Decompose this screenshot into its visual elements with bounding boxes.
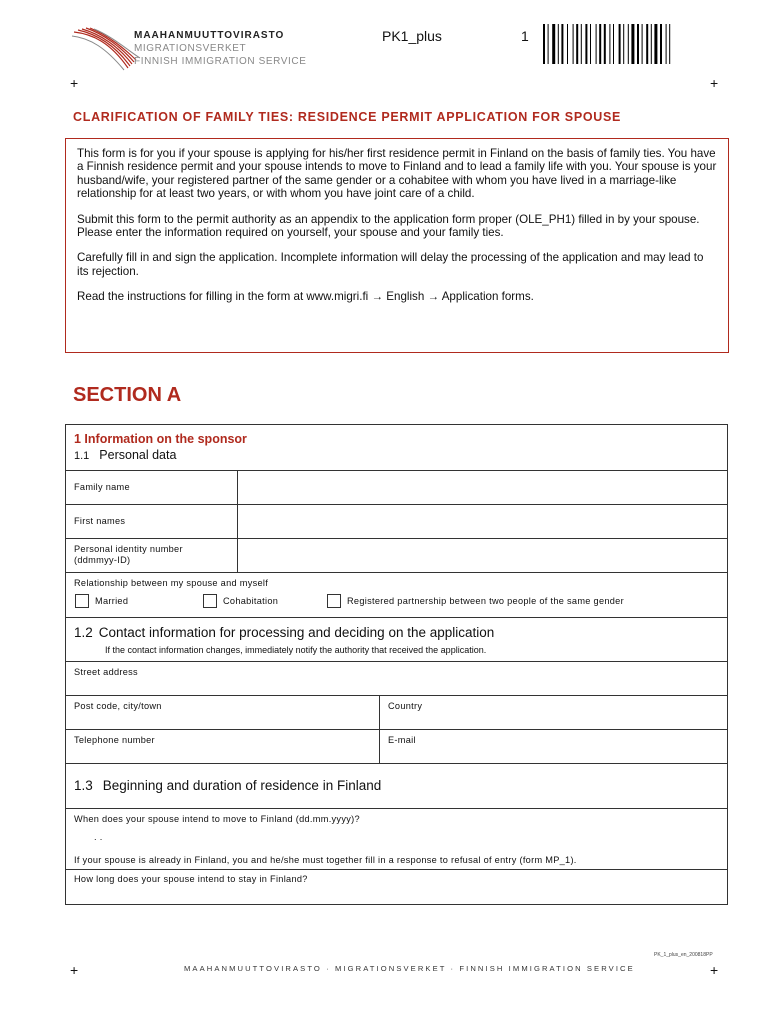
section-1-3-header: [66, 764, 727, 809]
agency-name-sv: MIGRATIONSVERKET: [134, 43, 247, 54]
agency-names: [134, 29, 307, 68]
intro-paragraph: Submit this form to the permit authority as an appendix to the application form proper (OLE_PH1) filled in by your spouse. Please enter the information required on yourself, your spouse and your family ties.: [77, 212, 700, 240]
registered-partnership-checkbox[interactable]: [327, 594, 624, 608]
email-field[interactable]: [380, 730, 727, 763]
registration-mark-top-right: +: [710, 75, 719, 91]
family-name-label: Family name: [74, 482, 130, 492]
section-number: 1.1: [74, 450, 90, 462]
agency-name-fi: MAAHANMUUTTOVIRASTO: [134, 30, 285, 41]
intro-box: [65, 138, 729, 353]
arrival-date-field[interactable]: . .: [94, 832, 103, 842]
arrival-date-question: When does your spouse intend to move to Finland (dd.mm.yyyy)?: [74, 814, 360, 824]
contact-change-note: If the contact information changes, immediately notify the authority that received the application.: [105, 645, 487, 655]
postcode-country-row: [66, 696, 727, 730]
postcode-label: Post code, city/town: [74, 701, 162, 711]
personal-id-row: [66, 539, 727, 573]
first-names-row: [66, 505, 727, 539]
family-name-row: [66, 471, 727, 505]
cohabitation-checkbox[interactable]: [203, 594, 278, 608]
form-version-code: PK_1_plus_en_200818PP: [654, 952, 713, 958]
registration-mark-bottom-right: +: [710, 962, 719, 978]
section-number: 1.2: [74, 625, 93, 640]
phone-email-row: [66, 730, 727, 764]
section-number: 1.3: [74, 778, 93, 793]
section-title: Beginning and duration of residence in Finland: [102, 778, 382, 793]
section-1-title: 1 Information on the sponsor: [74, 432, 247, 446]
section-1-2-header: [66, 618, 727, 662]
stay-duration-row[interactable]: [66, 870, 727, 904]
checkbox-box[interactable]: [327, 594, 341, 608]
country-label: Country: [388, 701, 423, 711]
document-title: CLARIFICATION OF FAMILY TIES: RESIDENCE PERMIT APPLICATION FOR SPOUSE: [73, 110, 622, 124]
checkbox-box[interactable]: [75, 594, 89, 608]
barcode-icon: [543, 24, 703, 64]
intro-paragraph: This form is for you if your spouse is applying for his/her first residence permit in Finland on the basis of family ties. You have a Finnish residence permit and your spouse intends to move to Finland and to lead a family life with you. Your spouse is your husband/wife, your registered partner of the same gender or a cohabitee with whom you have lived in a marriage-like relationship for at least two years, or with whom you have joint care of a child.: [77, 147, 717, 201]
relationship-label: Relationship between my spouse and myself: [74, 578, 269, 588]
married-checkbox[interactable]: [75, 594, 128, 608]
first-names-field[interactable]: [238, 505, 727, 538]
arrival-date-row: [66, 809, 727, 870]
family-name-field[interactable]: [238, 471, 727, 504]
registration-mark-bottom-left: +: [70, 962, 79, 978]
personal-id-format: (ddmmyy-ID): [74, 555, 131, 565]
refusal-of-entry-note: If your spouse is already in Finland, you and he/she must together fill in a response to refusal of entry (form MP_1).: [74, 855, 577, 865]
section-heading: SECTION A: [73, 384, 182, 406]
intro-paragraph: Read the instructions for filling in the form at www.migri.fi → English → Application forms.: [77, 290, 534, 304]
registration-mark-top-left: +: [70, 75, 79, 91]
first-names-label: First names: [74, 516, 126, 526]
section-1-1-title: [74, 448, 176, 462]
section-1-2-title: [74, 625, 494, 640]
postcode-field[interactable]: [66, 696, 379, 729]
checkbox-label: Cohabitation: [223, 596, 279, 606]
stay-duration-question: How long does your spouse intend to stay in Finland?: [74, 874, 308, 884]
sponsor-form: [65, 424, 728, 905]
section-1-3-title: [74, 778, 381, 793]
section-title: Contact information for processing and deciding on the application: [98, 625, 495, 640]
form-code: PK1_plus: [382, 28, 442, 44]
checkbox-label: Married: [95, 596, 129, 606]
personal-id-label: Personal identity number: [74, 544, 183, 554]
agency-name-en: FINNISH IMMIGRATION SERVICE: [134, 56, 307, 67]
telephone-label: Telephone number: [74, 735, 155, 745]
page-number: 1: [521, 28, 529, 44]
checkbox-box[interactable]: [203, 594, 217, 608]
personal-id-field[interactable]: [238, 539, 727, 572]
footer-agencies: MAAHANMUUTTOVIRASTO · MIGRATIONSVERKET · FINNISH IMMIGRATION SERVICE: [184, 964, 635, 973]
checkbox-label: Registered partnership between two people of the same gender: [347, 596, 624, 606]
section-1-header: [66, 425, 727, 471]
street-address-label: Street address: [74, 667, 138, 677]
relationship-row: [66, 573, 727, 618]
street-address-row[interactable]: [66, 662, 727, 696]
email-label: E-mail: [388, 735, 416, 745]
telephone-field[interactable]: [66, 730, 379, 763]
country-field[interactable]: [380, 696, 727, 729]
intro-paragraph: Carefully fill in and sign the application. Incomplete information will delay the processing of the application and may lead to its rejection.: [77, 251, 704, 278]
section-title: Personal data: [99, 448, 177, 462]
